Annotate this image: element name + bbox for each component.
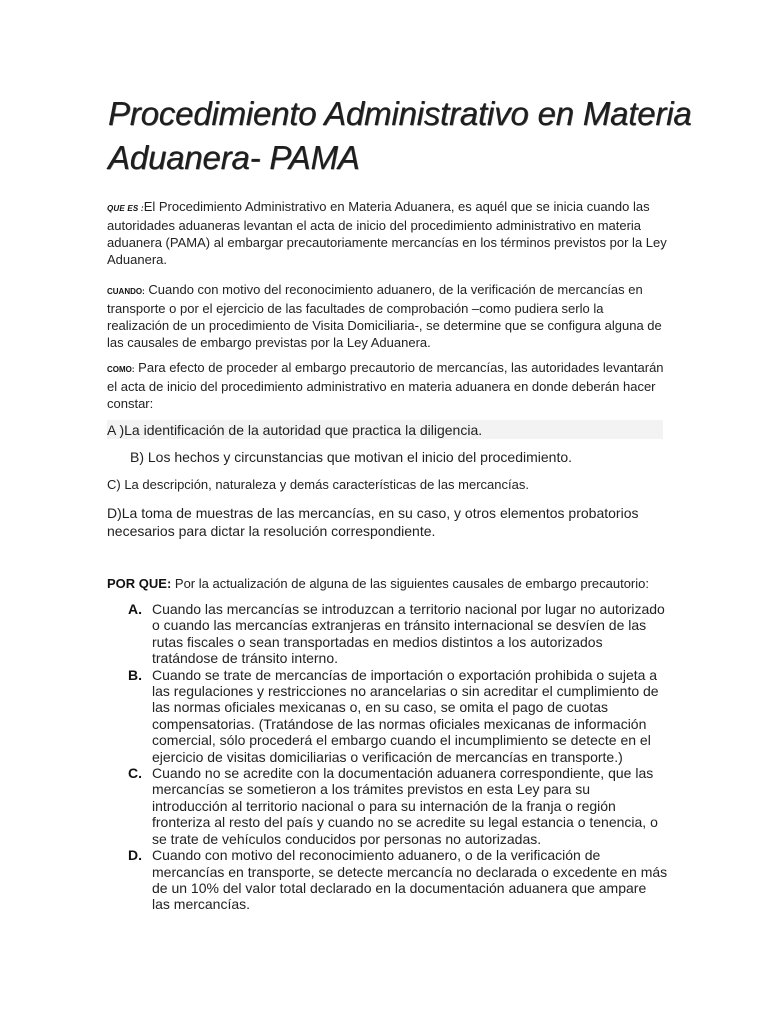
como-text: Para efecto de proceder al embargo precautorio de mercancías, las autoridades levantarán el acta de inicio del procedimiento administrativo en materia aduanera en donde deberán hacer constar: <box>107 360 664 411</box>
cause-text: Cuando con motivo del reconocimiento aduanero, o de la verificación de mercancías en transporte, se detecte mercancía no declarada o excedente en más de un 10% del valor total declarado en la documentación aduanera que ampare las mercancías. <box>152 847 668 913</box>
que-es-text: El Procedimiento Administrativo en Materia Aduanera, es aquél que se inicia cuando las autoridades aduaneras levantan el acta de inicio del procedimiento administrativo en materia aduanera (PAMA) al embargar precautoriamente mercancías en los términos previstos por la Ley Aduanera. <box>107 199 667 267</box>
cause-item <box>128 847 668 913</box>
cause-text: Cuando no se acredite con la documentación aduanera correspondiente, que las mercancías se sometieron a los trámites previstos en esta Ley para su introducción al territorio nacional o para su internación de la franja o región fronteriza al resto del país y cuando no se acredite su legal estancia o tenencia, o se trate de vehículos conducidos por personas no autorizadas. <box>152 765 658 847</box>
que-es-paragraph <box>107 198 667 268</box>
cause-letter: B. <box>128 666 142 683</box>
causes-list <box>128 601 668 913</box>
por-que-text: Por la actualización de alguna de las siguientes causales de embargo precautorio: <box>171 576 649 591</box>
por-que-tag: POR QUE: <box>107 576 172 591</box>
cuando-text: Cuando con motivo del reconocimiento aduanero, de la verificación de mercancías en transporte o por el ejercicio de las facultades de comprobación –como pudiera serlo la realización de un procedimiento de Visita Domiciliaria-, se determine que se configura alguna de las causales de embargo previstas por la Ley Aduanera. <box>107 282 662 350</box>
como-paragraph <box>107 359 667 412</box>
item-d: D)La toma de muestras de las mercancías, en su caso, y otros elementos probatorios necesarios para dictar la resolución correspondiente. <box>107 505 639 539</box>
cause-item <box>128 765 668 847</box>
que-es-tag: QUE ES : <box>107 204 144 213</box>
como-tag: COMO: <box>107 365 135 374</box>
cause-text: Cuando se trate de mercancías de importación o exportación prohibida o sujeta a las regulaciones y restricciones no arancelarias o sin acreditar el cumplimiento de las normas oficiales mexicanas o, en su caso, se omita el pago de cuotas compensatorias. (Tratándose de las normas oficiales mexicanas de información comercial, sólo procederá el embargo cuando el incumplimiento se detecte en el ejercicio de visitas domiciliarias o verificación de mercancías en transporte.) <box>152 666 659 765</box>
cuando-tag: CUANDO: <box>107 287 145 296</box>
cause-letter: D. <box>128 847 142 864</box>
cause-letter: A. <box>128 601 142 617</box>
por-que-paragraph <box>107 575 727 592</box>
item-c: C) La descripción, naturaleza y demás características de las mercancías. <box>107 477 529 492</box>
cause-item <box>128 667 668 765</box>
cause-letter: C. <box>128 765 142 782</box>
cause-text: Cuando las mercancías se introduzcan a territorio nacional por lugar no autorizado o cuando las mercancías extranjeras en tránsito internacional se desvíen de las rutas fiscales o sean transportadas en medios distintos a los autorizados tratándose de tránsito interno. <box>152 601 665 667</box>
cause-item <box>128 601 668 667</box>
item-b: B) Los hechos y circunstancias que motivan el inicio del procedimiento. <box>130 449 573 465</box>
cuando-paragraph <box>107 281 667 351</box>
document-title: Procedimiento Administrativo en Materia Aduanera- PAMA <box>108 95 692 176</box>
item-a: A )La identificación de la autoridad que practica la diligencia. <box>107 420 663 439</box>
